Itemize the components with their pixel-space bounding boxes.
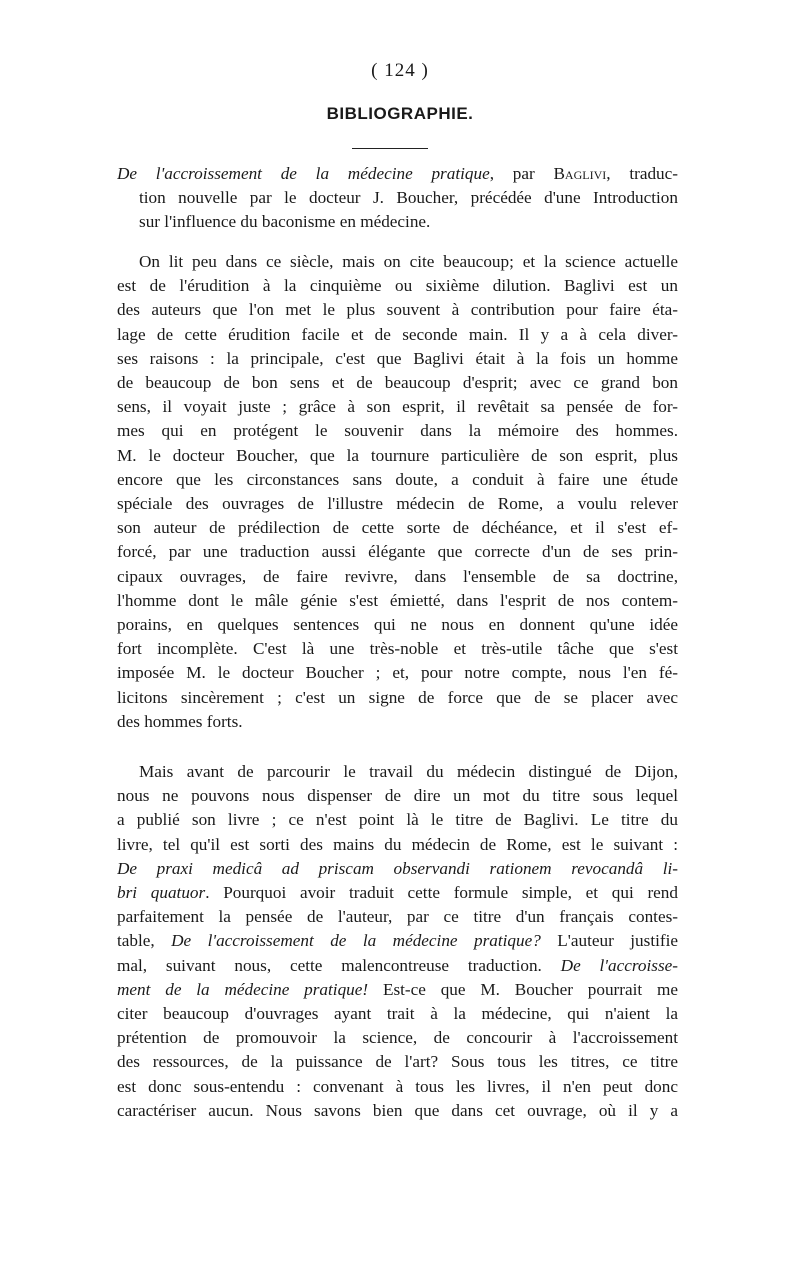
entry-title: De l'accroissement de la médecine pratique	[117, 164, 490, 183]
p1-line: l'homme dont le mâle génie s'est émietté, dans l'esprit de nos contem-	[117, 590, 678, 610]
p1-line: spéciale des ouvrages de l'illustre médecin de Rome, a voulu relever	[117, 494, 678, 514]
p1-line: M. le docteur Boucher, que la tournure particulière de son esprit, plus	[117, 445, 678, 465]
p2-line: prétention de promouvoir la science, de concourir à l'accroissement	[117, 1028, 678, 1048]
p2-line: des ressources, de la puissance de l'art? Sous tous les titres, ce titre	[117, 1052, 678, 1072]
p2-line: a publié son livre ; ce n'est point là le titre de Baglivi. Le titre du	[117, 810, 678, 830]
p1-line: mes qui en protégent le souvenir dans la mémoire des hommes.	[117, 421, 678, 441]
page-number: ( 124 )	[371, 60, 429, 81]
p1-line: lage de cette érudition facile et de seconde main. Il y a à cela diver-	[117, 324, 678, 344]
p1-line: son auteur de prédilection de cette sorte de déchéance, et il s'est ef-	[117, 518, 678, 538]
bibliography-entry	[117, 162, 678, 235]
p1-line: licitons sincèrement ; c'est un signe de force que de se placer avec	[117, 687, 678, 707]
paragraph-1	[117, 250, 678, 734]
p1-line: est de l'érudition à la cinquième ou sixième dilution. Baglivi est un	[117, 276, 678, 296]
p1-line: On lit peu dans ce siècle, mais on cite beaucoup; et la science actuelle	[139, 252, 678, 271]
p2-line: parfaitement la pensée de l'auteur, par ce titre d'un français contes-	[117, 907, 678, 927]
p2-line: table, De l'accroissement de la médecine pratique? L'auteur justifie	[117, 931, 678, 951]
p2-line: bri quatuor. Pourquoi avoir traduit cette formule simple, et qui rend	[117, 883, 678, 903]
p2-line: est donc sous-entendu : convenant à tous les livres, il n'en peut donc	[117, 1076, 678, 1096]
p1-line: fort incomplète. C'est là une très-noble et très-utile tâche que s'est	[117, 639, 678, 659]
p2-line: livre, tel qu'il est sorti des mains du médecin de Rome, est le suivant :	[117, 834, 678, 854]
section-title: BIBLIOGRAPHIE.	[326, 104, 474, 123]
title-rule	[352, 148, 428, 149]
entry-line-2: tion nouvelle par le docteur J. Boucher, précédée d'une Introduction	[139, 188, 678, 208]
p2-line: ment de la médecine pratique! Est-ce que M. Boucher pourrait me	[117, 979, 678, 999]
p1-line: forcé, par une traduction aussi élégante que correcte d'un de ses prin-	[117, 542, 678, 562]
p1-line: des hommes forts.	[117, 711, 243, 731]
p1-line: cipaux ouvrages, de faire revivre, dans l'ensemble de sa doctrine,	[117, 566, 678, 586]
p2-line: mal, suivant nous, cette malencontreuse traduction. De l'accroisse-	[117, 955, 678, 975]
p1-line: ses raisons : la principale, c'est que Baglivi était à la fois un homme	[117, 348, 678, 368]
p2-line: Mais avant de parcourir le travail du médecin distingué de Dijon,	[139, 762, 678, 781]
p1-line: imposée M. le docteur Boucher ; et, pour notre compte, nous l'en fé-	[117, 663, 678, 683]
p1-line: de beaucoup de bon sens et de beaucoup d'esprit; avec ce grand bon	[117, 373, 678, 393]
p2-line-latin-title: De praxi medicâ ad priscam observandi rationem revocandâ li-	[117, 858, 678, 878]
p1-line: sens, il voyait juste ; grâce à son esprit, il revêtait sa pensée de for-	[117, 397, 678, 417]
entry-line-3: sur l'influence du baconisme en médecine.	[139, 212, 431, 232]
p1-line: encore que les circonstances sans doute, a conduit à faire une étude	[117, 469, 678, 489]
p2-line: caractériser aucun. Nous savons bien que dans cet ouvrage, où il y a	[117, 1100, 678, 1120]
entry-author: Baglivi	[553, 164, 607, 183]
entry-line-1: De l'accroissement de la médecine pratique, par Baglivi, traduc-	[117, 164, 678, 183]
p2-line: citer beaucoup d'ouvrages ayant trait à la médecine, qui n'aient la	[117, 1004, 678, 1024]
p1-line: des auteurs que l'on met le plus souvent à contribution pour faire éta-	[117, 300, 678, 320]
p2-line: nous ne pouvons nous dispenser de dire un mot du titre sous lequel	[117, 786, 678, 806]
paragraph-2	[117, 760, 678, 1123]
p1-line: porains, en quelques sentences qui ne nous en donnent qu'une idée	[117, 615, 678, 635]
